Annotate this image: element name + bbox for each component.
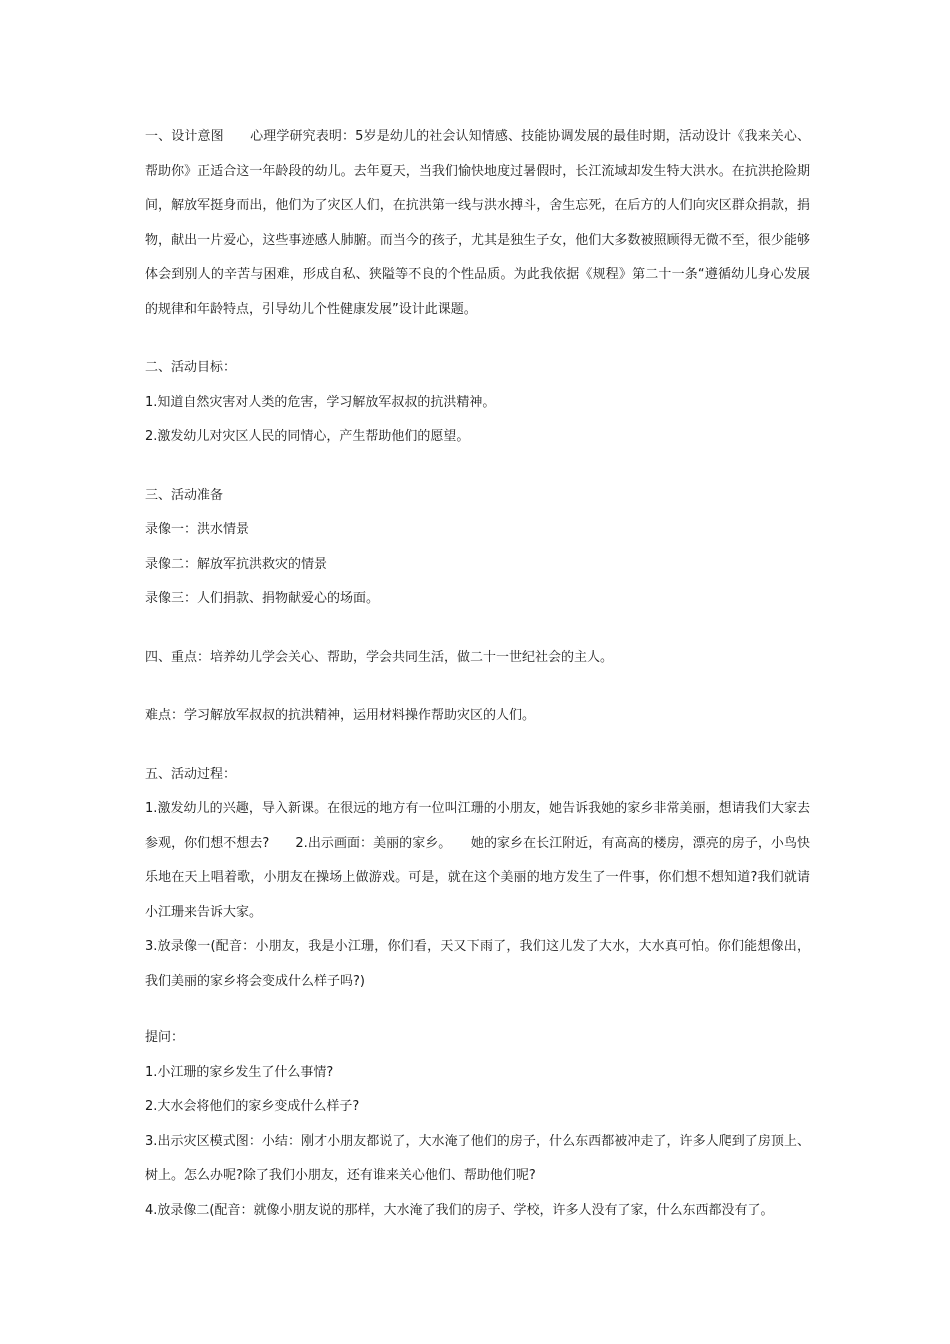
process-step: 1.激发幼儿的兴趣，导入新课。在很远的地方有一位叫江珊的小朋友，她告诉我她的家乡非常美丽，想请我们大家去参观，你们想不想去? 2.出示画面：美丽的家乡。 她的家乡在长江附近，有高高的楼房，漂亮的房子，小鸟快乐地在天上唱着歌，小朋友在操场上做游戏。可是，就在这个美丽的地方发生了一件事，你们想不想知道?我们就请小江珊来告诉大家。	[145, 801, 810, 920]
preparation-item: 录像三：人们捐款、捐物献爱心的场面。	[145, 591, 380, 606]
key-point-paragraph: 四、重点：培养幼儿学会关心、帮助，学会共同生活，做二十一世纪社会的主人。	[145, 649, 614, 665]
question-item: 3.出示灾区模式图：小结：刚才小朋友都说了，大水淹了他们的房子，什么东西都被冲走了，许多人爬到了房顶上、树上。怎么办呢?除了我们小朋友，还有谁来关心他们、帮助他们呢?	[145, 1133, 810, 1183]
question-item: 2.大水会将他们的家乡变成什么样子?	[145, 1099, 360, 1114]
preparation-heading: 三、活动准备	[145, 487, 224, 503]
preparation-item: 录像一：洪水情景	[145, 522, 250, 537]
document-body	[145, 120, 810, 1228]
preparation-item: 录像二：解放军抗洪救灾的情景	[145, 556, 328, 572]
goals-heading: 二、活动目标：	[145, 360, 237, 375]
process-heading: 五、活动过程：	[145, 766, 237, 782]
goal-item: 1.知道自然灾害对人类的危害，学习解放军叔叔的抗洪精神。	[145, 394, 496, 410]
difficulty-paragraph: 难点：学习解放军叔叔的抗洪精神，运用材料操作帮助灾区的人们。	[145, 708, 536, 723]
goal-item: 2.激发幼儿对灾区人民的同情心，产生帮助他们的愿望。	[145, 429, 470, 444]
question-item: 1.小江珊的家乡发生了什么事情?	[145, 1064, 334, 1080]
process-step: 3.放录像一(配音：小朋友，我是小江珊，你们看，天又下雨了，我们这儿发了大水，大水真可怕。你们能想像出，我们美丽的家乡将会变成什么样子吗?)	[145, 939, 810, 989]
questions-heading: 提问：	[145, 1030, 185, 1045]
question-item: 4.放录像二(配音：就像小朋友说的那样，大水淹了我们的房子、学校，许多人没有了家，什么东西都没有了。	[145, 1202, 774, 1218]
design-intent-paragraph: 一、设计意图 心理学研究表明：5岁是幼儿的社会认知情感、技能协调发展的最佳时期，活动设计《我来关心、帮助你》正适合这一年龄段的幼儿。去年夏天，当我们愉快地度过暑假时，长江流域却发生特大洪水。在抗洪抢险期间，解放军挺身而出，他们为了灾区人们，在抗洪第一线与洪水搏斗，舍生忘死，在后方的人们向灾区群众捐款，捐物，献出一片爱心，这些事迹感人肺腑。而当今的孩子，尤其是独生子女，他们大多数被照顾得无微不至，很少能够体会到别人的辛苦与困难，形成自私、狭隘等不良的个性品质。为此我依据《规程》第二十一条“遵循幼儿身心发展的规律和年龄特点，引导幼儿个性健康发展”设计此课题。	[145, 129, 810, 317]
